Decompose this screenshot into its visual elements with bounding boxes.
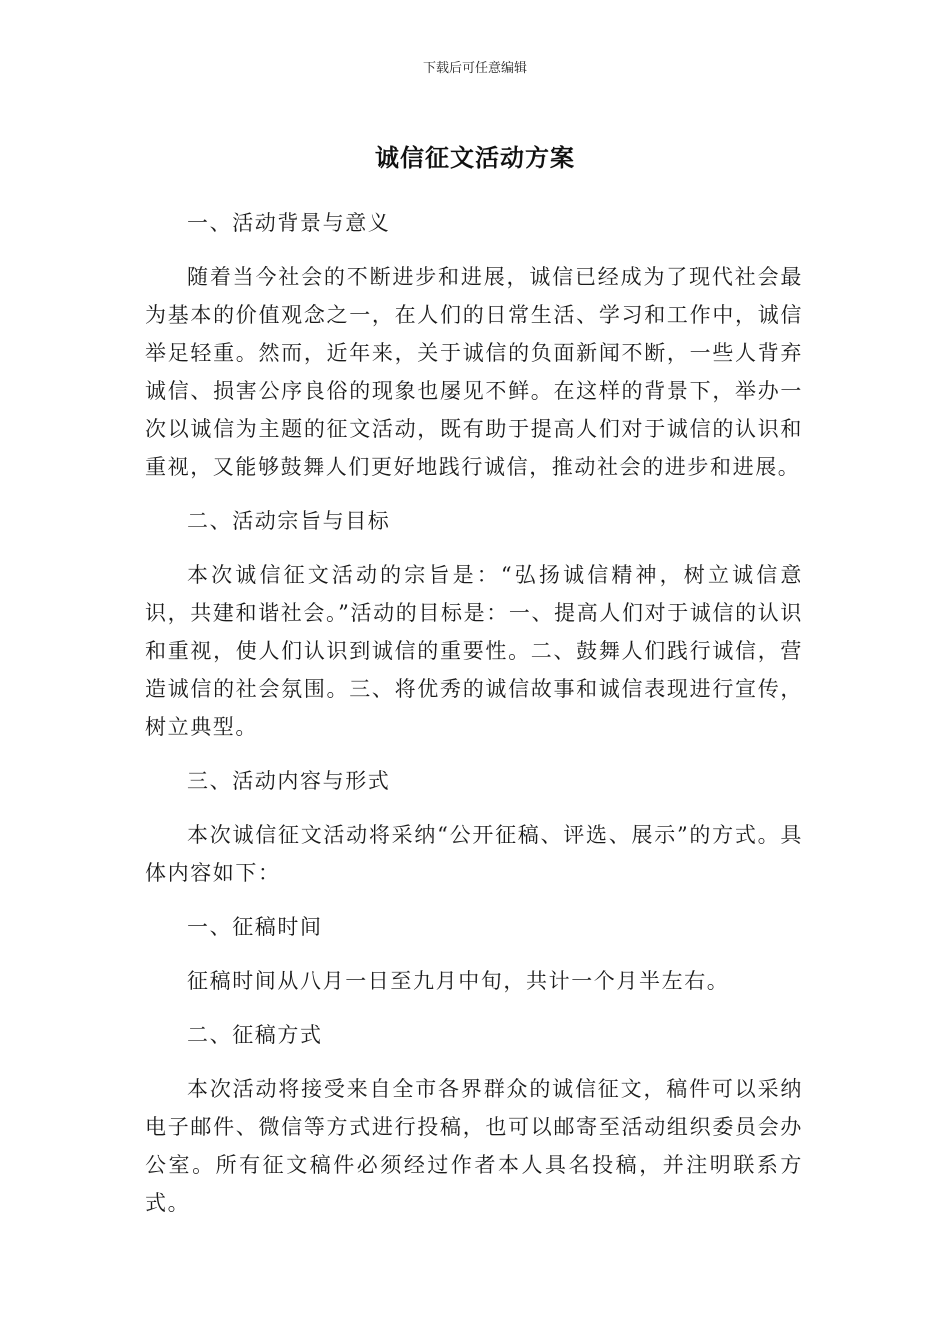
section-heading-content: 三、活动内容与形式 (187, 769, 391, 793)
paragraph-purpose: 本次诚信征文活动的宗旨是：“弘扬诚信精神，树立诚信意识，共建和谐社会。”活动的目标是：一、提高人们对于诚信的认识和重视，使人们认识到诚信的重要性。二、鼓舞人们践行诚信，营造诚信的社会氛围。三、将优秀的诚信故事和诚信表现进行宣传，树立典型。 (145, 563, 803, 739)
section-heading-background: 一、活动背景与意义 (187, 211, 391, 235)
paragraph-background: 随着当今社会的不断进步和进展，诚信已经成为了现代社会最为基本的价值观念之一，在人们的日常生活、学习和工作中，诚信举足轻重。然而，近年来，关于诚信的负面新闻不断，一些人背弃诚信、损害公序良俗的现象也屡见不鲜。在这样的背景下，举办一次以诚信为主题的征文活动，既有助于提高人们对于诚信的认识和重视，又能够鼓舞人们更好地践行诚信，推动社会的进步和进展。 (145, 265, 803, 479)
paragraph-content: 本次诚信征文活动将采纳“公开征稿、评选、展示”的方式。具体内容如下： (145, 823, 803, 885)
document-title: 诚信征文活动方案 (375, 144, 575, 172)
section-heading-purpose: 二、活动宗旨与目标 (187, 509, 391, 533)
header-note: 下载后可任意编辑 (422, 61, 527, 76)
subheading-submission-method: 二、征稿方式 (187, 1023, 323, 1047)
subheading-submission-time: 一、征稿时间 (187, 915, 323, 939)
paragraph-submission-time: 征稿时间从八月一日至九月中旬，共计一个月半左右。 (187, 969, 730, 993)
document-body (145, 204, 803, 1238)
paragraph-submission-method: 本次活动将接受来自全市各界群众的诚信征文，稿件可以采纳电子邮件、微信等方式进行投稿，也可以邮寄至活动组织委员会办公室。所有征文稿件必须经过作者本人具名投稿，并注明联系方式。 (145, 1077, 803, 1215)
